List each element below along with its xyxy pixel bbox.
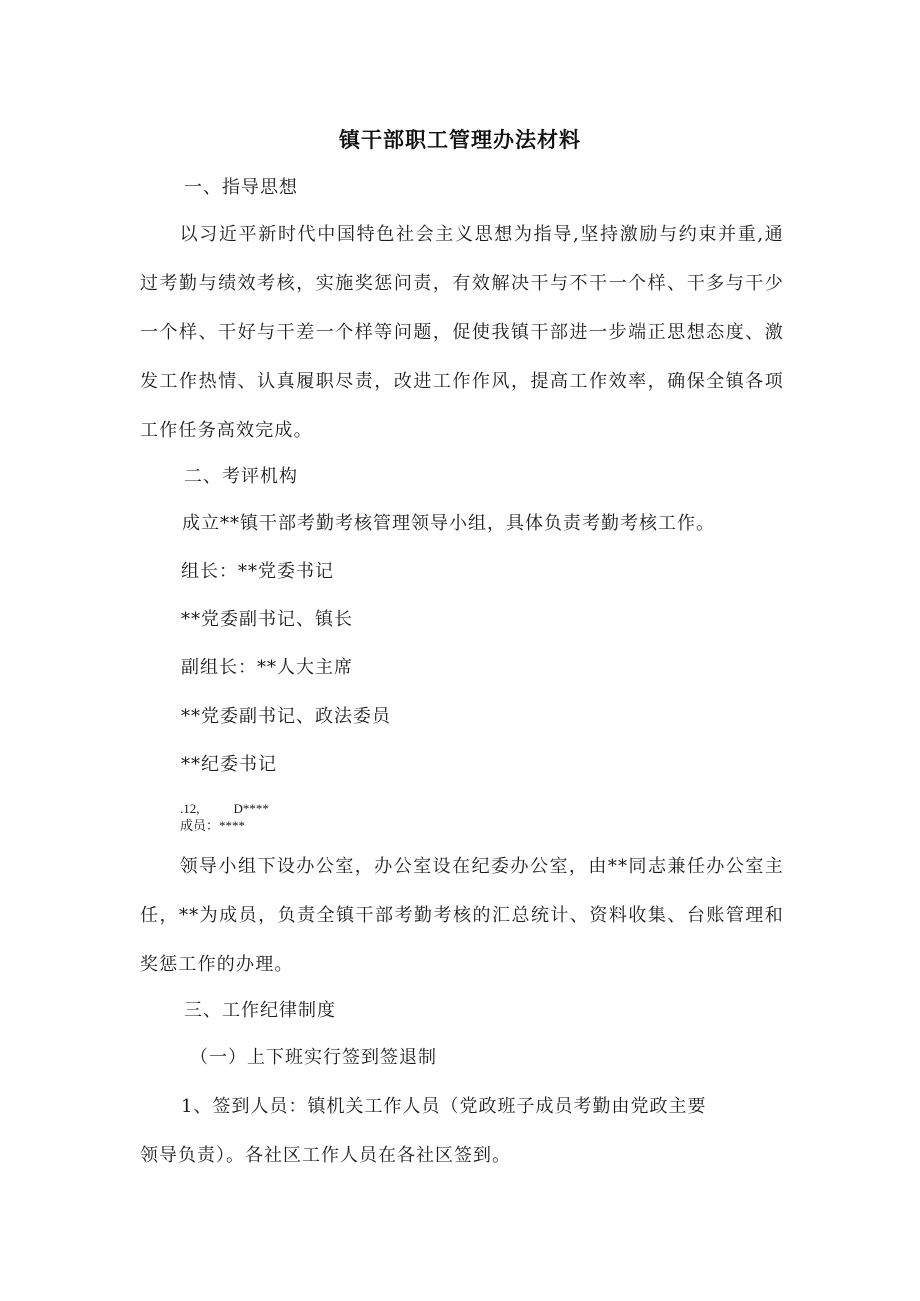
paragraph-guiding-thought: 以习近平新时代中国特色社会主义思想为指导,坚持激励与约束并重,通过考勤与绩效考核，实施奖惩问责，有效解决干与不干一个样、干多与干少一个样、干好与干差一个样等问题，促使我镇干部进一步端正思想态度、激发工作热情、认真履职尽责，改进工作作风，提高工作效率，确保全镇各项工作任务高效完成。 [140, 224, 784, 441]
small-note-line [180, 800, 269, 817]
small-note-prefix: .12, [180, 801, 200, 816]
small-note-code: D**** [233, 801, 269, 816]
item-1-line-1: 1、签到人员：镇机关工作人员（党政班子成员考勤由党政主要 [181, 1096, 707, 1117]
subsection-heading-sign-in: （一）上下班实行签到签退制 [190, 1047, 437, 1068]
deputy-leader-2: **党委副书记、政法委员 [181, 706, 391, 727]
paragraph-office: 领导小组下设办公室，办公室设在纪委办公室，由**同志兼任办公室主任，**为成员，负责全镇干部考勤考核的汇总统计、资料收集、台账管理和奖惩工作的办理。 [140, 856, 784, 975]
section-heading-work-discipline: 三、工作纪律制度 [184, 1000, 336, 1021]
item-1-line-2: 领导负责）。各社区工作人员在各社区签到。 [140, 1145, 511, 1166]
group-leader: 组长：**党委书记 [181, 561, 334, 582]
paragraph-group-intro: 成立**镇干部考勤考核管理领导小组，具体负责考勤考核工作。 [182, 513, 715, 534]
members-line: 成员：**** [180, 818, 246, 833]
deputy-leader-3: **纪委书记 [181, 754, 277, 775]
group-leader-2: **党委副书记、镇长 [181, 609, 353, 630]
document-title: 镇干部职工管理办法材料 [339, 128, 581, 152]
section-heading-guiding-thought: 一、指导思想 [184, 177, 298, 198]
section-heading-evaluation-body: 二、考评机构 [184, 466, 298, 487]
deputy-leader: 副组长：**人大主席 [181, 657, 353, 678]
